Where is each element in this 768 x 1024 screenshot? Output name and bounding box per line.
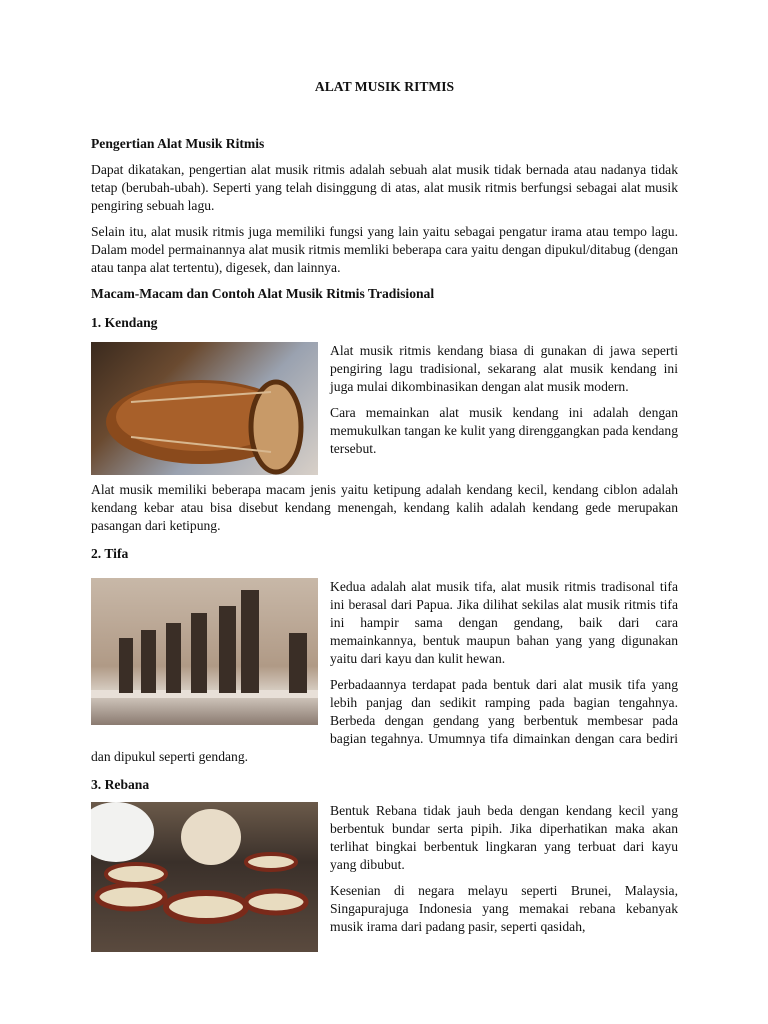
rebana-paragraph: Bentuk Rebana tidak jauh beda dengan kendang kecil yang berbentuk bundar serta pipih. Jika diperhatikan maka akan terlihat bingkai berbentuk lingkaran yang terbuat dari kayu yang dibubut. xyxy=(330,803,678,872)
kendang-drum-illustration xyxy=(91,342,318,475)
tifa-heading: 2. Tifa xyxy=(91,546,129,561)
rebana-heading: 3. Rebana xyxy=(91,777,150,792)
intro-section xyxy=(91,135,678,332)
rebana-section xyxy=(91,802,678,958)
tifa-drums-illustration xyxy=(91,578,318,725)
tifa-image xyxy=(91,578,318,725)
intro-paragraph: Selain itu, alat musik ritmis juga memiliki fungsi yang lain yaitu sebagai pengatur irama atau tempo lagu. Dalam model permainannya alat musik ritmis memliki beberapa cara yaitu dengan dipukul/ditabug (dengan atau tanpa alat tertentu), digesek, dan lainnya. xyxy=(91,224,678,275)
section-heading: Macam-Macam dan Contoh Alat Musik Ritmis Tradisional xyxy=(91,286,435,301)
rebana-drums-illustration xyxy=(91,802,318,952)
kendang-heading: 1. Kendang xyxy=(91,315,158,330)
tifa-section xyxy=(91,578,678,794)
tifa-paragraph: Perbadaannya terdapat pada bentuk dari alat musik tifa yang lebih panjag dan sedikit ramping pada bagian tengahnya. Berbeda dengan gendang yang berbentuk membesar pada bagian tegahnya. Umumnya tifa dimainkan dengan cara bediri dan dipukul seperti gendang. xyxy=(91,677,678,764)
kendang-paragraph: Cara memainkan alat musik kendang ini adalah dengan memukulkan tangan ke kulit yang direnggangkan pada kendang tersebut. xyxy=(330,405,678,456)
tifa-paragraph: Kedua adalah alat musik tifa, alat musik ritmis tradisonal tifa ini berasal dari Papua. Jika dilihat sekilas alat musik ritmis tifa ini hampir sama dengan gendang, baik dari cara memainkannya, bentuk maupun bahan yang yang digunakan yaitu dari kayu dan kulit hewan. xyxy=(330,579,678,666)
kendang-section xyxy=(91,342,678,563)
kendang-paragraph: Alat musik memiliki beberapa macam jenis yaitu ketipung adalah kendang kecil, kendang ciblon adalah kendang kebar atau bisa disebut kendang menengah, kendang kalih adalah kendang gede merupakan pasangan dari ketipung. xyxy=(91,482,678,533)
intro-paragraph: Dapat dikatakan, pengertian alat musik ritmis adalah sebuah alat musik tidak bernada atau nadanya tidak tetap (berubah-ubah). Seperti yang telah disinggung di atas, alat musik ritmis berfungsi sebagai alat musik pengiring sebuah lagu. xyxy=(91,162,678,213)
document-title: ALAT MUSIK RITMIS xyxy=(314,79,455,94)
kendang-paragraph: Alat musik ritmis kendang biasa di gunakan di jawa seperti pengiring lagu tradisional, sekarang alat musik kendang ini juga mulai dikombinasikan dengan alat musik modern. xyxy=(330,343,678,394)
kendang-image xyxy=(91,342,318,475)
rebana-paragraph: Kesenian di negara melayu seperti Brunei, Malaysia, Singapurajuga Indonesia yang memakai rebana kebanyak musik irama dari padang pasir, seperti qasidah, xyxy=(330,883,678,934)
rebana-image xyxy=(91,802,318,952)
intro-heading: Pengertian Alat Musik Ritmis xyxy=(91,136,265,151)
